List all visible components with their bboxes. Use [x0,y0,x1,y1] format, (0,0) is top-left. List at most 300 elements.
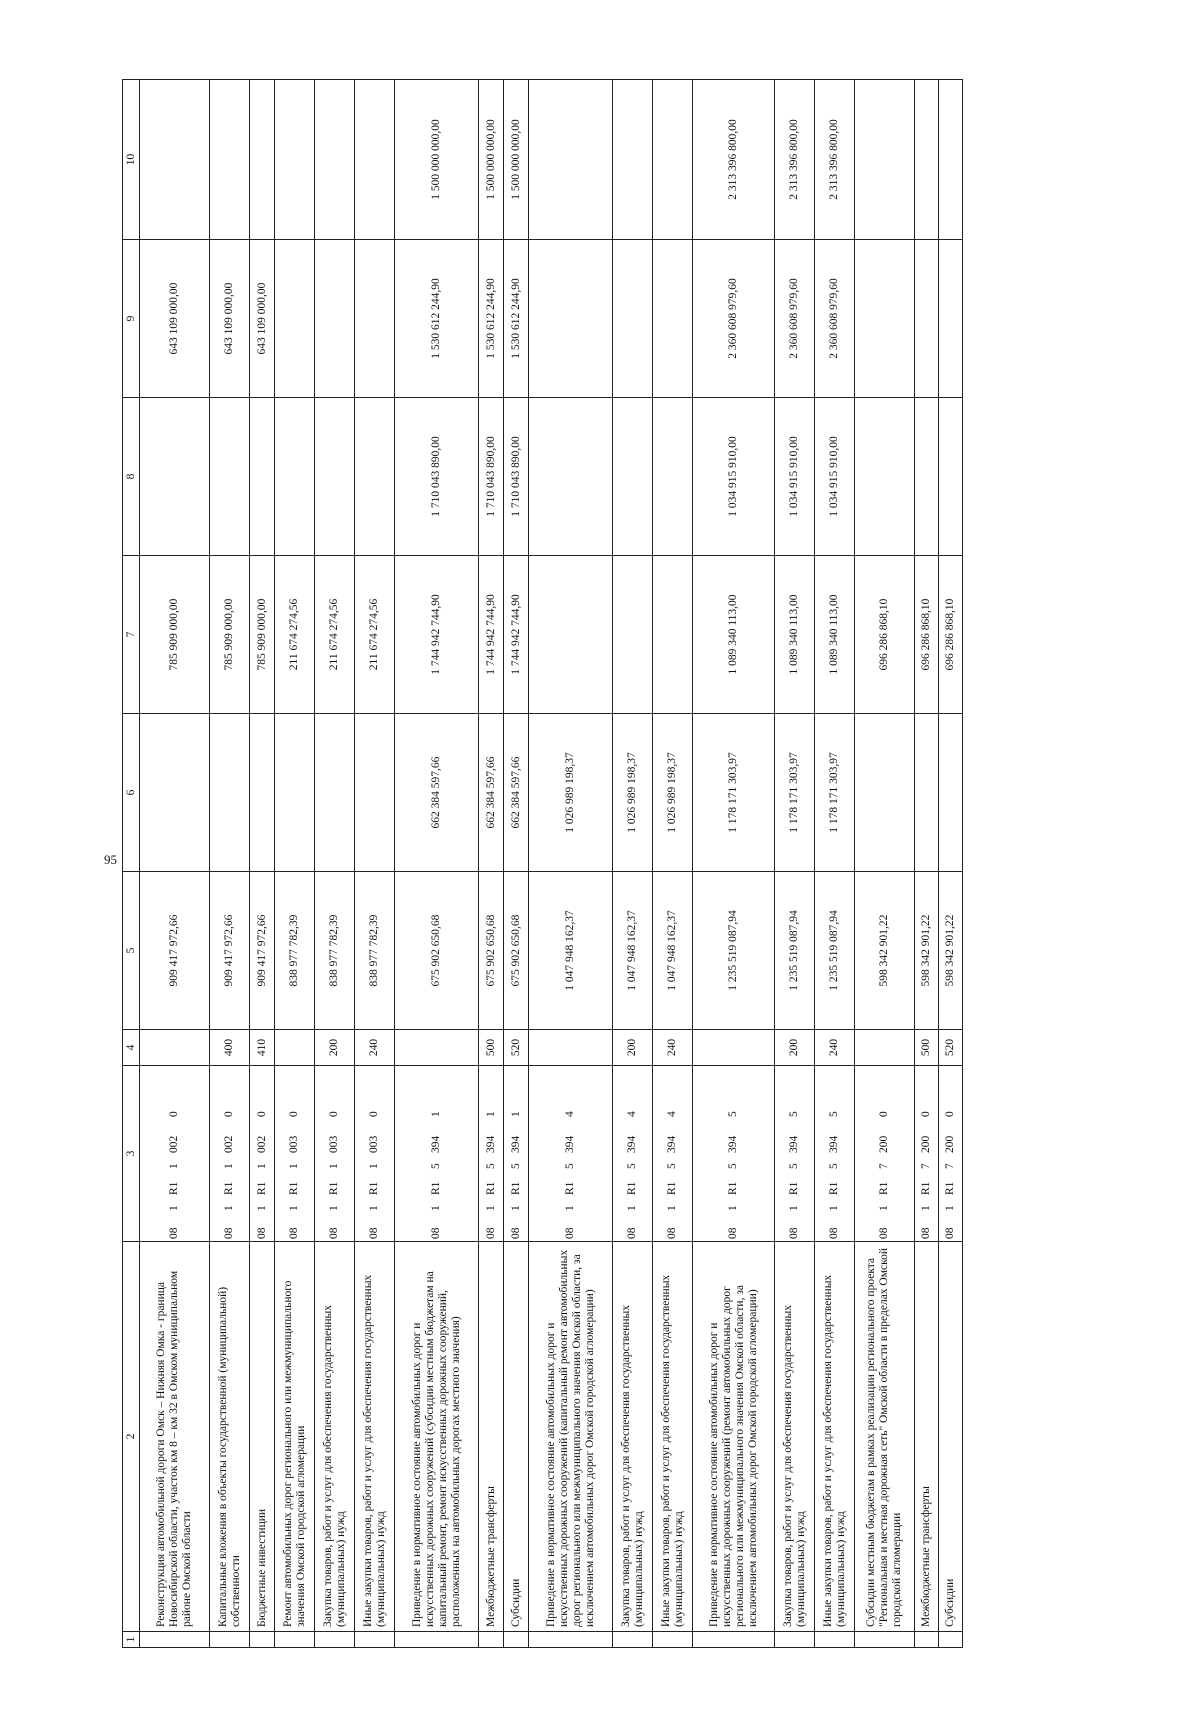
row-index-cell [855,1632,915,1648]
code-segment: 002 [168,1135,180,1153]
code-segment: 1 [878,1205,890,1211]
code-segment: 08 [666,1227,678,1239]
amount-c7: 696 286 868,10 [939,556,963,714]
amount-c8 [250,398,275,556]
item-name: Закупка товаров, работ и услуг для обеспечения государственных (муниципальных) нужд [315,1242,355,1632]
amount-c7: 1 089 340 113,00 [693,556,775,714]
column-header: 4 [123,1030,140,1066]
code-segment: 1 [920,1205,932,1211]
budget-code [504,1066,529,1242]
amount-c7: 785 909 000,00 [250,556,275,714]
amount-c5: 598 342 901,22 [939,872,963,1030]
amount-c6 [915,714,939,872]
code-segment: 003 [368,1135,380,1153]
column-header: 6 [123,714,140,872]
code-segment: 08 [484,1227,497,1239]
code-segment: 08 [430,1227,442,1239]
amount-c5: 838 977 782,39 [275,872,315,1030]
code-segment: 4 [666,1111,678,1117]
column-header: 3 [123,1066,140,1242]
code-segment: 5 [788,1111,800,1117]
amount-c5: 1 235 519 087,94 [775,872,815,1030]
code-segment: R1 [626,1181,638,1195]
row-index-cell [504,1632,529,1648]
code-segment: 08 [727,1227,739,1239]
item-name: Бюджетные инвестиции [250,1242,275,1632]
amount-c10 [653,80,693,240]
amount-c5: 1 235 519 087,94 [815,872,855,1030]
table-row [275,80,315,1648]
code-segment: 394 [727,1135,739,1153]
row-index-cell [355,1632,395,1648]
row-index-cell [395,1632,479,1648]
amount-c6: 662 384 597,66 [479,714,504,872]
row-index-cell [529,1632,613,1648]
code-segment: 1 [288,1205,300,1211]
amount-c6 [855,714,915,872]
amount-c7: 785 909 000,00 [140,556,210,714]
column-header: 8 [123,398,140,556]
amount-c8: 1 034 915 910,00 [775,398,815,556]
budget-code [529,1066,613,1242]
code-segment: 08 [288,1227,300,1239]
amount-c5: 909 417 972,66 [210,872,250,1030]
expense-type: 200 [775,1030,815,1066]
code-segment: 1 [430,1205,442,1211]
code-segment: 394 [484,1135,497,1153]
amount-c8 [315,398,355,556]
code-segment: 08 [828,1227,840,1239]
code-segment: 1 [430,1111,442,1117]
amount-c5: 675 902 650,68 [504,872,529,1030]
item-name: Приведение в нормативное состояние автомобильных дорог и искусственных дорожных сооружений (ремонт автомобильных дорог регионального или межмуниципального значения Омской области, за исключением автомобильных дорог Омской городской агломерации) [693,1242,775,1632]
code-segment: 5 [727,1163,739,1169]
amount-c7: 211 674 274,56 [355,556,395,714]
amount-c10: 2 313 396 800,00 [815,80,855,240]
code-segment: 5 [788,1163,800,1169]
amount-c8 [210,398,250,556]
code-segment: 5 [727,1111,739,1117]
code-segment: 08 [564,1227,576,1239]
expense-type: 200 [613,1030,653,1066]
item-name: Закупка товаров, работ и услуг для обеспечения государственных (муниципальных) нужд [775,1242,815,1632]
code-segment: 0 [944,1111,956,1117]
code-segment: 1 [484,1111,497,1117]
code-segment: R1 [788,1181,800,1195]
amount-c5: 598 342 901,22 [855,872,915,1030]
code-segment: 5 [626,1163,638,1169]
amount-c8 [613,398,653,556]
amount-c7: 1 744 942 744,90 [479,556,504,714]
budget-table [122,79,963,1648]
code-segment: R1 [168,1181,180,1195]
amount-c7: 696 286 868,10 [915,556,939,714]
code-segment: 002 [255,1135,268,1153]
budget-code [613,1066,653,1242]
amount-c8 [653,398,693,556]
code-segment: 1 [509,1111,522,1117]
amount-c8: 1 710 043 890,00 [395,398,479,556]
amount-c5: 1 047 948 162,37 [613,872,653,1030]
amount-c6 [939,714,963,872]
code-segment: 7 [944,1163,956,1169]
code-segment: 5 [828,1163,840,1169]
amount-c10: 1 500 000 000,00 [504,80,529,240]
code-segment: 394 [788,1135,800,1153]
column-header: 9 [123,240,140,398]
code-segment: 08 [168,1227,180,1239]
item-name: Иные закупки товаров, работ и услуг для обеспечения государственных (муниципальных) нужд [653,1242,693,1632]
code-segment: R1 [878,1181,890,1195]
amount-c9 [613,240,653,398]
code-segment: 0 [878,1111,890,1117]
amount-c8 [355,398,395,556]
code-segment: 394 [509,1135,522,1153]
code-segment: 394 [564,1135,576,1153]
code-segment: 1 [328,1205,340,1211]
code-segment: 0 [168,1111,180,1117]
page-number: 95 [104,852,117,867]
amount-c8: 1 034 915 910,00 [693,398,775,556]
budget-code [775,1066,815,1242]
amount-c8 [529,398,613,556]
table-row [939,80,963,1648]
expense-type: 240 [815,1030,855,1066]
amount-c6 [355,714,395,872]
table-row [315,80,355,1648]
amount-c10 [855,80,915,240]
amount-c7: 1 744 942 744,90 [395,556,479,714]
code-segment: 5 [430,1163,442,1169]
expense-type: 410 [250,1030,275,1066]
expense-type: 500 [479,1030,504,1066]
column-header: 1 [123,1632,140,1648]
code-segment: 002 [223,1135,235,1153]
budget-code [355,1066,395,1242]
amount-c9 [653,240,693,398]
rotated-table-container [122,80,1196,1648]
expense-type [395,1030,479,1066]
budget-code [653,1066,693,1242]
row-index-cell [479,1632,504,1648]
amount-c6: 662 384 597,66 [395,714,479,872]
table-row [915,80,939,1648]
budget-code [210,1066,250,1242]
amount-c10 [210,80,250,240]
code-segment: 1 [368,1163,380,1169]
code-segment: 0 [920,1111,932,1117]
column-header-row [123,80,140,1648]
code-segment: R1 [509,1181,522,1195]
amount-c10: 1 500 000 000,00 [395,80,479,240]
amount-c6 [275,714,315,872]
budget-code [939,1066,963,1242]
item-name: Субсидии [504,1242,529,1632]
amount-c10 [275,80,315,240]
code-segment: 7 [920,1163,932,1169]
amount-c9: 2 360 608 979,60 [693,240,775,398]
row-index-cell [815,1632,855,1648]
amount-c9: 1 530 612 244,90 [395,240,479,398]
expense-type [855,1030,915,1066]
code-segment: 394 [828,1135,840,1153]
code-segment: 0 [255,1111,268,1117]
code-segment: 1 [788,1205,800,1211]
code-segment: 4 [626,1111,638,1117]
code-segment: 7 [878,1163,890,1169]
code-segment: 08 [878,1227,890,1239]
item-name: Иные закупки товаров, работ и услуг для обеспечения государственных (муниципальных) нужд [355,1242,395,1632]
table-row [210,80,250,1648]
amount-c7: 1 089 340 113,00 [775,556,815,714]
code-segment: 200 [920,1135,932,1153]
amount-c9 [355,240,395,398]
amount-c6 [250,714,275,872]
code-segment: 5 [564,1163,576,1169]
code-segment: 1 [828,1205,840,1211]
amount-c10 [529,80,613,240]
budget-code [395,1066,479,1242]
item-name: Субсидии [939,1242,963,1632]
table-row [613,80,653,1648]
expense-type: 200 [315,1030,355,1066]
item-name: Иные закупки товаров, работ и услуг для обеспечения государственных (муниципальных) нужд [815,1242,855,1632]
row-index-cell [315,1632,355,1648]
amount-c5: 675 902 650,68 [479,872,504,1030]
code-segment: R1 [666,1181,678,1195]
expense-type [140,1030,210,1066]
code-segment: R1 [944,1181,956,1195]
expense-type: 240 [355,1030,395,1066]
budget-code [275,1066,315,1242]
code-segment: 1 [223,1205,235,1211]
amount-c9 [315,240,355,398]
code-segment: R1 [727,1181,739,1195]
table-row [250,80,275,1648]
amount-c6: 662 384 597,66 [504,714,529,872]
code-segment: 08 [255,1227,268,1239]
code-segment: 0 [368,1111,380,1117]
amount-c10 [315,80,355,240]
amount-c7: 211 674 274,56 [315,556,355,714]
code-segment: 4 [564,1111,576,1117]
expense-type: 240 [653,1030,693,1066]
amount-c8: 1 710 043 890,00 [504,398,529,556]
code-segment: 0 [328,1111,340,1117]
budget-code [250,1066,275,1242]
amount-c6: 1 178 171 303,97 [775,714,815,872]
code-segment: 1 [255,1205,268,1211]
row-index-cell [653,1632,693,1648]
row-index-cell [275,1632,315,1648]
amount-c7: 211 674 274,56 [275,556,315,714]
table-row [529,80,613,1648]
expense-type [693,1030,775,1066]
row-index-cell [775,1632,815,1648]
expense-type: 500 [915,1030,939,1066]
item-name: Субсидии местным бюджетам в рамках реализации регионального проекта "Региональная и местная дорожная сеть" Омской области в пределах Омской городской агломерации [855,1242,915,1632]
table-row [479,80,504,1648]
code-segment: R1 [223,1181,235,1195]
code-segment: 08 [223,1227,235,1239]
code-segment: 394 [430,1135,442,1153]
item-name: Межбюджетные трансферты [915,1242,939,1632]
code-segment: 1 [509,1205,522,1211]
budget-code [693,1066,775,1242]
row-index-cell [693,1632,775,1648]
code-segment: 200 [878,1135,890,1153]
code-segment: R1 [430,1181,442,1195]
budget-code [815,1066,855,1242]
code-segment: 1 [944,1205,956,1211]
amount-c6: 1 026 989 198,37 [653,714,693,872]
code-segment: R1 [255,1181,268,1195]
amount-c5: 1 235 519 087,94 [693,872,775,1030]
code-segment: R1 [564,1181,576,1195]
amount-c9 [275,240,315,398]
amount-c5: 1 047 948 162,37 [529,872,613,1030]
table-row [355,80,395,1648]
item-name: Ремонт автомобильных дорог регионального или межмуниципального значения Омской городской агломерации [275,1242,315,1632]
code-segment: 003 [328,1135,340,1153]
code-segment: 1 [666,1205,678,1211]
code-segment: 1 [484,1205,497,1211]
amount-c8: 1 710 043 890,00 [479,398,504,556]
expense-type: 400 [210,1030,250,1066]
amount-c6: 1 026 989 198,37 [529,714,613,872]
amount-c7: 1 744 942 744,90 [504,556,529,714]
row-index-cell [250,1632,275,1648]
code-segment: 1 [255,1163,268,1169]
code-segment: R1 [368,1181,380,1195]
table-row [395,80,479,1648]
amount-c9: 2 360 608 979,60 [775,240,815,398]
code-segment: R1 [828,1181,840,1195]
amount-c8 [140,398,210,556]
amount-c10 [250,80,275,240]
amount-c6 [210,714,250,872]
code-segment: 200 [944,1135,956,1153]
column-header: 10 [123,80,140,240]
budget-code [479,1066,504,1242]
amount-c8 [855,398,915,556]
amount-c6: 1 026 989 198,37 [613,714,653,872]
item-name: Межбюджетные трансферты [479,1242,504,1632]
code-segment: 003 [288,1135,300,1153]
table-row [775,80,815,1648]
amount-c7: 1 089 340 113,00 [815,556,855,714]
amount-c10 [140,80,210,240]
code-segment: 08 [509,1227,522,1239]
expense-type [529,1030,613,1066]
amount-c9: 1 530 612 244,90 [479,240,504,398]
code-segment: 5 [666,1163,678,1169]
code-segment: R1 [288,1181,300,1195]
amount-c5: 909 417 972,66 [140,872,210,1030]
budget-code [855,1066,915,1242]
code-segment: R1 [484,1181,497,1195]
amount-c6 [315,714,355,872]
code-segment: 394 [666,1135,678,1153]
amount-c8: 1 034 915 910,00 [815,398,855,556]
amount-c9: 643 109 000,00 [210,240,250,398]
table-row [693,80,775,1648]
item-name: Реконструкция автомобильной дороги Омск – Нижняя Омка - граница Новосибирской области, участок км 8 – км 32 в Омском муниципальном районе Омской области [140,1242,210,1632]
code-segment: 08 [788,1227,800,1239]
amount-c8 [915,398,939,556]
row-index-cell [210,1632,250,1648]
amount-c6: 1 178 171 303,97 [815,714,855,872]
code-segment: 0 [223,1111,235,1117]
amount-c9 [529,240,613,398]
amount-c9 [915,240,939,398]
code-segment: 1 [223,1163,235,1169]
code-segment: 5 [484,1163,497,1169]
amount-c9: 643 109 000,00 [140,240,210,398]
amount-c7: 696 286 868,10 [855,556,915,714]
table-row [815,80,855,1648]
column-header: 2 [123,1242,140,1632]
item-name: Закупка товаров, работ и услуг для обеспечения государственных (муниципальных) нужд [613,1242,653,1632]
amount-c10 [613,80,653,240]
amount-c10: 1 500 000 000,00 [479,80,504,240]
code-segment: R1 [920,1181,932,1195]
code-segment: 08 [368,1227,380,1239]
budget-code [315,1066,355,1242]
item-name: Капитальные вложения в объекты государственной (муниципальной) собственности [210,1242,250,1632]
expense-type: 520 [504,1030,529,1066]
amount-c7 [529,556,613,714]
amount-c5: 909 417 972,66 [250,872,275,1030]
code-segment: 1 [288,1163,300,1169]
code-segment: 1 [168,1205,180,1211]
code-segment: 1 [564,1205,576,1211]
amount-c10: 2 313 396 800,00 [775,80,815,240]
amount-c6: 1 178 171 303,97 [693,714,775,872]
amount-c7 [613,556,653,714]
amount-c10: 2 313 396 800,00 [693,80,775,240]
code-segment: 08 [328,1227,340,1239]
code-segment: 1 [727,1205,739,1211]
amount-c9: 1 530 612 244,90 [504,240,529,398]
code-segment: 5 [828,1111,840,1117]
code-segment: 1 [168,1163,180,1169]
column-header: 7 [123,556,140,714]
code-segment: 394 [626,1135,638,1153]
amount-c5: 675 902 650,68 [395,872,479,1030]
amount-c9: 643 109 000,00 [250,240,275,398]
amount-c5: 838 977 782,39 [315,872,355,1030]
amount-c7 [653,556,693,714]
amount-c10 [915,80,939,240]
row-index-cell [613,1632,653,1648]
code-segment: 08 [944,1227,956,1239]
code-segment: 08 [626,1227,638,1239]
amount-c5: 838 977 782,39 [355,872,395,1030]
row-index-cell [915,1632,939,1648]
amount-c9 [939,240,963,398]
expense-type [275,1030,315,1066]
code-segment: 1 [626,1205,638,1211]
amount-c5: 1 047 948 162,37 [653,872,693,1030]
code-segment: 1 [328,1163,340,1169]
table-row [140,80,210,1648]
code-segment: 1 [368,1205,380,1211]
row-index-cell [939,1632,963,1648]
code-segment: 08 [920,1227,932,1239]
amount-c10 [355,80,395,240]
expense-type: 520 [939,1030,963,1066]
